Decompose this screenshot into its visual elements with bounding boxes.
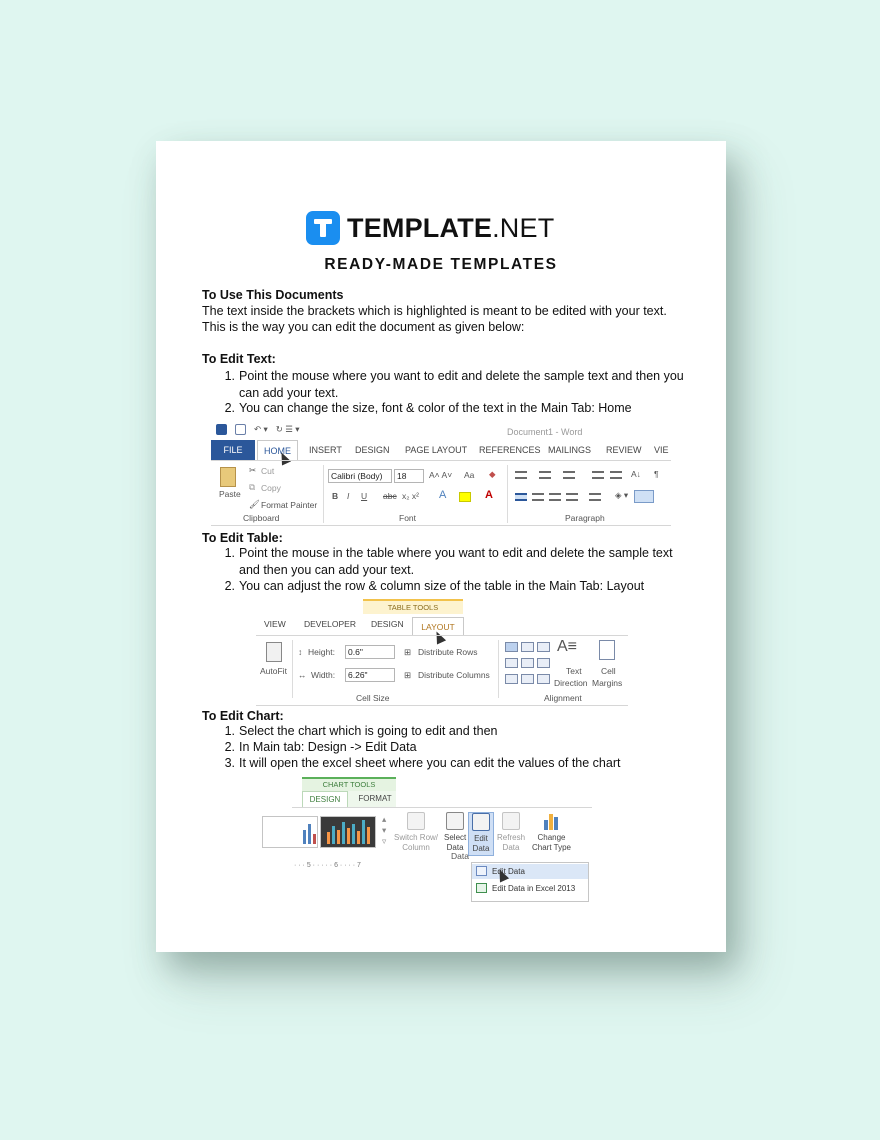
font-color-icon: A bbox=[485, 489, 493, 501]
change-chart-type-button: Change Chart Type bbox=[532, 812, 571, 853]
distribute-rows-label: Distribute Rows bbox=[418, 647, 478, 657]
tab-layout: LAYOUT bbox=[412, 617, 464, 636]
document-title: Document1 - Word bbox=[507, 427, 583, 437]
cell-margins-icon bbox=[599, 640, 615, 660]
text-direction-icon: A≡ bbox=[557, 638, 578, 655]
underline-button: U bbox=[361, 491, 368, 501]
document-page bbox=[156, 141, 726, 952]
shading-icon: ◈ ▾ bbox=[615, 490, 629, 500]
paste-label: Paste bbox=[219, 489, 241, 499]
chart-style-thumbnail-selected bbox=[320, 816, 376, 848]
distribute-columns-label: Distribute Columns bbox=[418, 670, 490, 680]
align-middle-left-icon bbox=[505, 658, 518, 668]
divider bbox=[498, 640, 499, 698]
height-label: Height: bbox=[308, 647, 335, 657]
cell-margins-label-2: Margins bbox=[592, 678, 623, 688]
ribbon-body bbox=[211, 460, 671, 526]
tab-insert: INSERT bbox=[309, 445, 342, 455]
align-middle-right-icon bbox=[537, 658, 550, 668]
font-group-label: Font bbox=[399, 513, 417, 523]
clipboard-group-label: Clipboard bbox=[243, 513, 280, 523]
decrease-indent-icon bbox=[592, 471, 604, 479]
tab-mailings: MAILINGS bbox=[548, 445, 592, 455]
edit-table-heading: To Edit Table: bbox=[202, 531, 283, 545]
switch-row-column-button: Switch Row/ Column bbox=[394, 812, 438, 853]
divider bbox=[292, 640, 293, 698]
font-name-select: Calibri (Body) bbox=[328, 469, 392, 483]
align-bottom-right-icon bbox=[537, 674, 550, 684]
brand-tagline: READY-MADE TEMPLATES bbox=[324, 256, 558, 273]
numbering-icon bbox=[539, 471, 551, 479]
word-icon bbox=[216, 424, 227, 435]
list-item: 1. Point the mouse in the table where you want to edit and delete the sample text and then you can add your text. bbox=[224, 546, 673, 577]
edit-data-icon bbox=[472, 813, 490, 831]
intro-line-1: The text inside the brackets which is highlighted is meant to be edited with your text. bbox=[202, 304, 667, 318]
table-tools-label: TABLE TOOLS bbox=[363, 599, 463, 614]
list-item: 1. Point the mouse where you want to edit and delete the sample text and then you can add your text. bbox=[224, 369, 684, 400]
menu-item-edit-data-excel: Edit Data in Excel 2013 bbox=[472, 881, 588, 896]
list-item: 3. It will open the excel sheet where you can edit the values of the chart bbox=[224, 756, 621, 770]
divider bbox=[507, 465, 508, 523]
edit-data-menu bbox=[471, 862, 589, 902]
text-direction-label-2: Direction bbox=[554, 678, 588, 688]
chart-style-thumbnail bbox=[262, 816, 318, 848]
justify-icon bbox=[566, 493, 578, 501]
tab-design: DESIGN bbox=[302, 791, 348, 807]
cut-icon: ✂ bbox=[249, 465, 257, 475]
format-painter-label: Format Painter bbox=[261, 500, 318, 510]
ruler: · · · 5 · · · · · 6 · · · · 7 bbox=[294, 862, 361, 869]
align-top-center-icon bbox=[521, 642, 534, 652]
align-bottom-center-icon bbox=[521, 674, 534, 684]
ribbon-body bbox=[292, 807, 592, 869]
cut-label: Cut bbox=[261, 466, 275, 476]
sort-icon: A↓ bbox=[631, 469, 641, 479]
column-width-icon: ↔ bbox=[298, 670, 307, 680]
select-data-button: Select Data bbox=[444, 812, 466, 853]
change-chart-type-icon bbox=[542, 812, 560, 830]
tab-format: FORMAT bbox=[358, 794, 392, 803]
brand-name: TEMPLATE.NET bbox=[347, 212, 555, 243]
cell-margins-label-1: Cell bbox=[601, 666, 616, 676]
tab-review: REVIEW bbox=[606, 445, 642, 455]
align-middle-center-icon bbox=[521, 658, 534, 668]
list-item: 2. You can adjust the row & column size of the table in the Main Tab: Layout bbox=[224, 579, 645, 593]
table-layout-ribbon-screenshot bbox=[256, 599, 628, 706]
line-spacing-icon bbox=[589, 493, 601, 501]
menu-item-edit-data: Edit Data bbox=[472, 864, 588, 879]
edit-data-button: Edit Data bbox=[468, 812, 494, 856]
font-size-select: 18 bbox=[394, 469, 424, 483]
divider bbox=[323, 465, 324, 523]
intro-line-2: This is the way you can edit the document as given below: bbox=[202, 320, 525, 334]
quick-access-toolbar bbox=[216, 424, 300, 435]
refresh-data-button: Refresh Data bbox=[497, 812, 525, 853]
highlight-icon bbox=[459, 492, 471, 502]
intro-heading: To Use This Documents bbox=[202, 288, 344, 302]
alignment-group-label: Alignment bbox=[544, 693, 582, 703]
format-painter-icon: 🖌 bbox=[249, 499, 260, 509]
align-top-right-icon bbox=[537, 642, 550, 652]
bullets-icon bbox=[515, 471, 527, 479]
tab-developer: DEVELOPER bbox=[304, 619, 356, 629]
list-item: 1. Select the chart which is going to edit and then bbox=[224, 724, 498, 738]
copy-icon: ⧉ bbox=[249, 482, 256, 492]
align-left-icon bbox=[515, 493, 527, 501]
text-effects-icon: A bbox=[439, 489, 447, 501]
pilcrow-icon: ¶ bbox=[654, 469, 659, 479]
height-input: 0.6" bbox=[345, 645, 395, 659]
italic-button: I bbox=[347, 491, 350, 501]
row-height-icon: ↕ bbox=[298, 647, 303, 657]
copy-label: Copy bbox=[261, 483, 281, 493]
chart-tools-ribbon-screenshot bbox=[292, 777, 592, 893]
strikethrough-button: abc bbox=[383, 491, 397, 501]
excel-icon bbox=[476, 883, 487, 893]
gallery-scroll-icon: ▴ ▾ ▿ bbox=[382, 814, 387, 846]
increase-indent-icon bbox=[610, 471, 622, 479]
list-item: 2. In Main tab: Design -> Edit Data bbox=[224, 740, 417, 754]
tab-design: DESIGN bbox=[371, 619, 404, 629]
refresh-data-icon bbox=[502, 812, 520, 830]
edit-text-heading: To Edit Text: bbox=[202, 352, 276, 366]
cell-size-group-label: Cell Size bbox=[356, 693, 390, 703]
ribbon-tabs bbox=[302, 791, 396, 807]
grow-font-icon: A˄ A˅ bbox=[429, 470, 453, 480]
template-logo-icon bbox=[306, 211, 340, 245]
distribute-columns-icon: ⊞ bbox=[404, 670, 412, 680]
select-data-icon bbox=[446, 812, 464, 830]
width-label: Width: bbox=[311, 670, 336, 680]
tab-file: FILE bbox=[211, 440, 255, 460]
save-icon bbox=[235, 424, 246, 435]
bold-button: B bbox=[332, 491, 339, 501]
subscript-icon: x₂ x² bbox=[402, 491, 419, 501]
word-home-ribbon-screenshot bbox=[211, 422, 671, 526]
align-right-icon bbox=[549, 493, 561, 501]
align-bottom-left-icon bbox=[505, 674, 518, 684]
brand-logo bbox=[306, 210, 554, 246]
paragraph-group-label: Paragraph bbox=[565, 513, 605, 523]
align-top-left-icon bbox=[505, 642, 518, 652]
tab-home: HOME bbox=[257, 440, 298, 460]
list-item: 2. You can change the size, font & color of the text in the Main Tab: Home bbox=[224, 401, 632, 415]
edit-data-icon bbox=[476, 866, 487, 876]
ribbon-body bbox=[256, 635, 628, 706]
data-group-label: Data bbox=[451, 851, 469, 861]
autofit-icon bbox=[266, 642, 282, 662]
width-input: 6.26" bbox=[345, 668, 395, 682]
tab-references: REFERENCES bbox=[479, 445, 541, 455]
switch-row-column-icon bbox=[407, 812, 425, 830]
clear-format-icon: ◆ bbox=[489, 469, 496, 479]
distribute-rows-icon: ⊞ bbox=[404, 647, 412, 657]
tab-view: VIEW bbox=[264, 619, 286, 629]
align-center-icon bbox=[532, 493, 544, 501]
tab-design: DESIGN bbox=[355, 445, 390, 455]
undo-icon: ↶ ▾ bbox=[254, 424, 268, 434]
chart-tools-label: CHART TOOLS bbox=[302, 777, 396, 791]
paste-icon bbox=[220, 467, 236, 487]
borders-icon bbox=[634, 490, 654, 503]
multilevel-list-icon bbox=[563, 471, 575, 479]
edit-chart-heading: To Edit Chart: bbox=[202, 709, 284, 723]
redo-icon: ↻ ☰ ▾ bbox=[275, 424, 300, 434]
autofit-label: AutoFit bbox=[260, 666, 287, 676]
tab-page-layout: PAGE LAYOUT bbox=[405, 445, 468, 455]
tab-view: VIE bbox=[654, 445, 669, 455]
change-case-label: Aa bbox=[464, 470, 475, 480]
text-direction-label-1: Text bbox=[566, 666, 582, 676]
